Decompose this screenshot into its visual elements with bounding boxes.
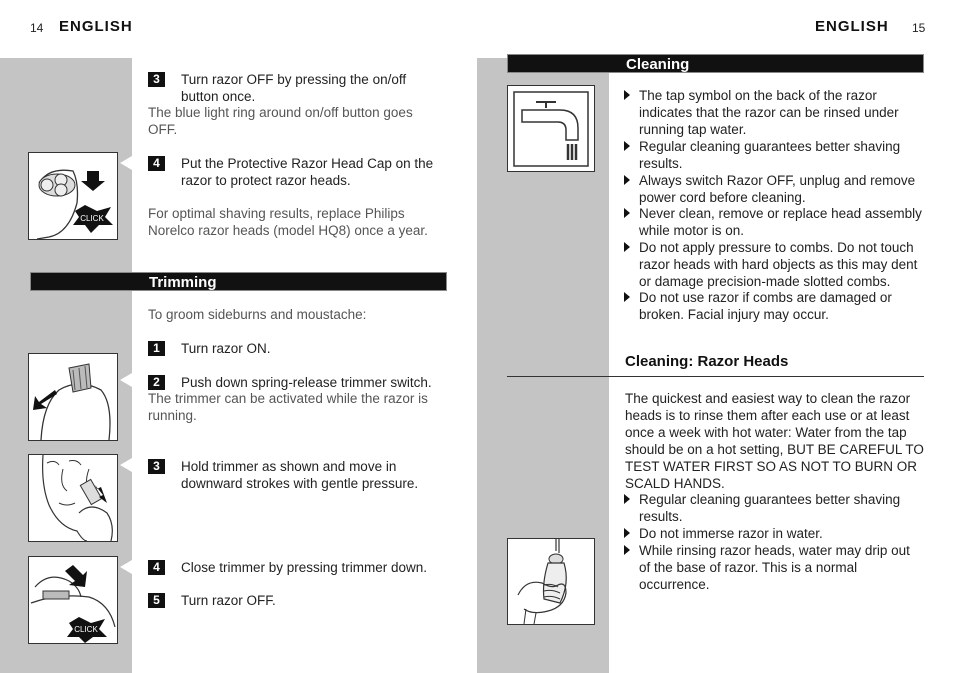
pointer-arrow [120,156,132,170]
trimming-title: Trimming [149,274,217,291]
pointer-arrow [120,560,132,574]
step-text: Turn razor ON. [181,341,271,356]
step-number: 3 [148,459,165,474]
pointer-arrow [596,88,608,102]
blue-light-note: The blue light ring around on/off button goes OFF. [148,105,413,137]
bullet-marker [624,141,630,151]
bullet-marker [624,494,630,504]
pointer-arrow [596,542,608,556]
step-number: 2 [148,375,165,390]
step-text: Put the Protective Razor Head Cap on the razor to protect razor heads. [181,156,434,188]
step-number: 1 [148,341,165,356]
pointer-arrow [120,458,132,472]
bullet-text: Do not apply pressure to combs. Do not touch razor heads with hard objects as this may dent or damage precision-made slotted combs. [639,240,918,289]
step-number: 5 [148,593,165,608]
face-trimming-illustration [28,454,118,542]
bullet-marker [624,242,630,252]
replace-heads-note: For optimal shaving results, replace Philips Norelco razor heads (model HQ8) once a year. [148,206,428,238]
step-text: Push down spring-release trimmer switch. [181,375,432,390]
bullet-text: Never clean, remove or replace head assembly while motor is on. [639,206,922,238]
click-label-2: CLICK [74,625,98,634]
left-page-number: 14 [30,21,44,35]
right-language-header: ENGLISH [815,18,889,35]
step-number: 4 [148,560,165,575]
bullet-text: Do not immerse razor in water. [639,526,823,541]
step-text: Close trimmer by pressing trimmer down. [181,560,428,575]
bullet-marker [624,545,630,555]
bullet-text: Regular cleaning guarantees better shaving results. [639,139,901,171]
trimmer-switch-illustration [28,353,118,441]
tap-symbol-illustration [507,85,595,172]
step-number: 3 [148,72,165,87]
bullet-marker [624,208,630,218]
bullet-text: Always switch Razor OFF, unplug and remove power cord before cleaning. [639,173,916,205]
cleaning-heading [507,54,924,73]
bullet-text: The tap symbol on the back of the razor indicates that the razor can be rinsed under running tap water. [639,88,899,137]
rinse-razor-illustration [507,538,595,625]
bullet-text: Do not use razor if combs are damaged or broken. Facial injury may occur. [639,290,892,322]
pointer-arrow [120,373,132,387]
bullet-marker [624,175,630,185]
bullet-text: While rinsing razor heads, water may drip out of the base of razor. This is a normal occurrence. [639,543,910,592]
click-label: CLICK [80,214,104,223]
step-text: Turn razor OFF by pressing the on/off button once. [181,72,407,104]
bullet-marker [624,90,630,100]
section-divider [507,376,924,377]
bullet-marker [624,292,630,302]
left-language-header: ENGLISH [59,18,133,35]
trimmer-running-note: The trimmer can be activated while the razor is running. [148,391,428,423]
bullet-text: Regular cleaning guarantees better shaving results. [639,492,901,524]
step-number: 4 [148,156,165,171]
trimming-intro: To groom sideburns and moustache: [148,307,367,322]
bullet-marker [624,528,630,538]
step-text: Hold trimmer as shown and move in downward strokes with gentle pressure. [181,459,419,491]
step-text: Turn razor OFF. [181,593,276,608]
trimming-heading [30,272,447,291]
razor-heads-heading: Cleaning: Razor Heads [625,353,789,370]
right-page-number: 15 [912,21,926,35]
cleaning-title: Cleaning [626,56,690,73]
cap-illustration [28,152,118,240]
close-trimmer-illustration [28,556,118,644]
razor-heads-paragraph: The quickest and easiest way to clean the razor heads is to rinse them after each use or at least once a week with hot water: Water from the tap should be on a hot setting, BUT BE CAREFUL TO TEST WATER FIRST SO AS NOT TO BURN OR SCALD HANDS. [625,391,924,491]
